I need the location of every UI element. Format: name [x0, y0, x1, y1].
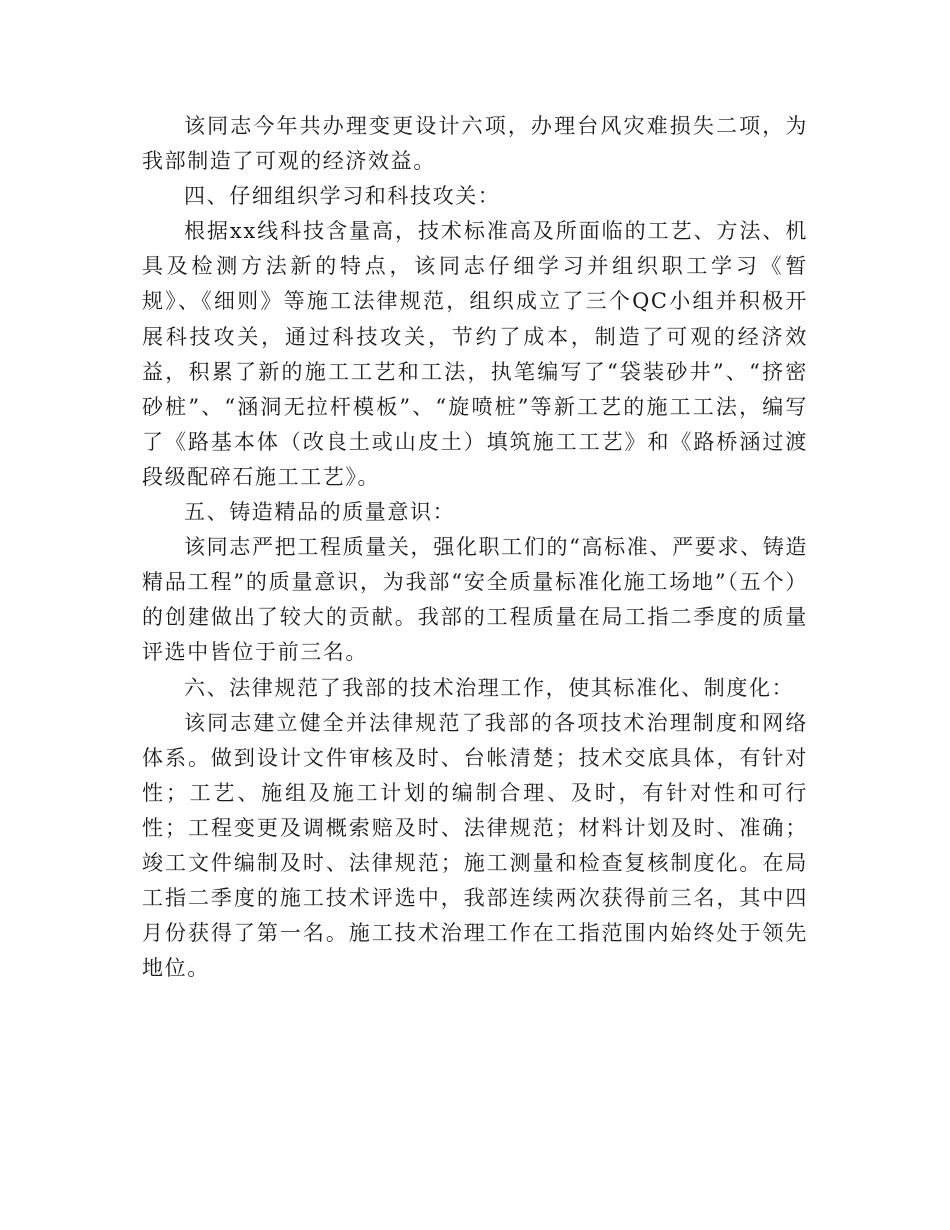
paragraph-quality: 该同志严把工程质量关，强化职工们的“高标准、严要求、铸造精品工程”的质量意识，为我部“安全质量标准化施工场地”（五个）的创建做出了较大的贡献。我部的工程质量在局工指二季度的质量评选中皆位于前三名。: [142, 535, 808, 665]
document-body: [142, 109, 808, 986]
section-heading-tech-management: 六、法律规范了我部的技术治理工作，使其标准化、制度化：: [184, 675, 795, 700]
paragraph-design-changes: 该同志今年共办理变更设计六项，办理台风灾难损失二项，为我部制造了可观的经济效益。: [142, 114, 808, 174]
section-heading-study-research: 四、仔细组织学习和科技攻关：: [184, 184, 501, 209]
paragraph-tech-management: 该同志建立健全并法律规范了我部的各项技术治理制度和网络体系。做到设计文件审核及时、台帐清楚；技术交底具体，有针对性；工艺、施组及施工计划的编制合理、及时，有针对性和可行性；工程变更及调概索赔及时、法律规范；材料计划及时、准确；竣工文件编制及时、法律规范；施工测量和检查复核制度化。在局工指二季度的施工技术评选中，我部连续两次获得前三名，其中四月份获得了第一名。施工技术治理工作在工指范围内始终处于领先地位。: [142, 710, 808, 981]
section-heading-quality: 五、铸造精品的质量意识：: [184, 500, 456, 525]
paragraph-study-research: 根据xx线科技含量高，技术标准高及所面临的工艺、方法、机具及检测方法新的特点，该同志仔细学习并组织职工学习《暂规》、《细则》等施工法律规范，组织成立了三个QC小组并积极开展科技攻关，通过科技攻关，节约了成本，制造了可观的经济效益，积累了新的施工工艺和工法，执笔编写了“袋装砂井”、“挤密砂桩”、“涵洞无拉杆模板”、“旋喷桩”等新工艺的施工工法，编写了《路基本体（改良土或山皮土）填筑施工工艺》和《路桥涵过渡段级配碎石施工工艺》。: [142, 219, 808, 489]
